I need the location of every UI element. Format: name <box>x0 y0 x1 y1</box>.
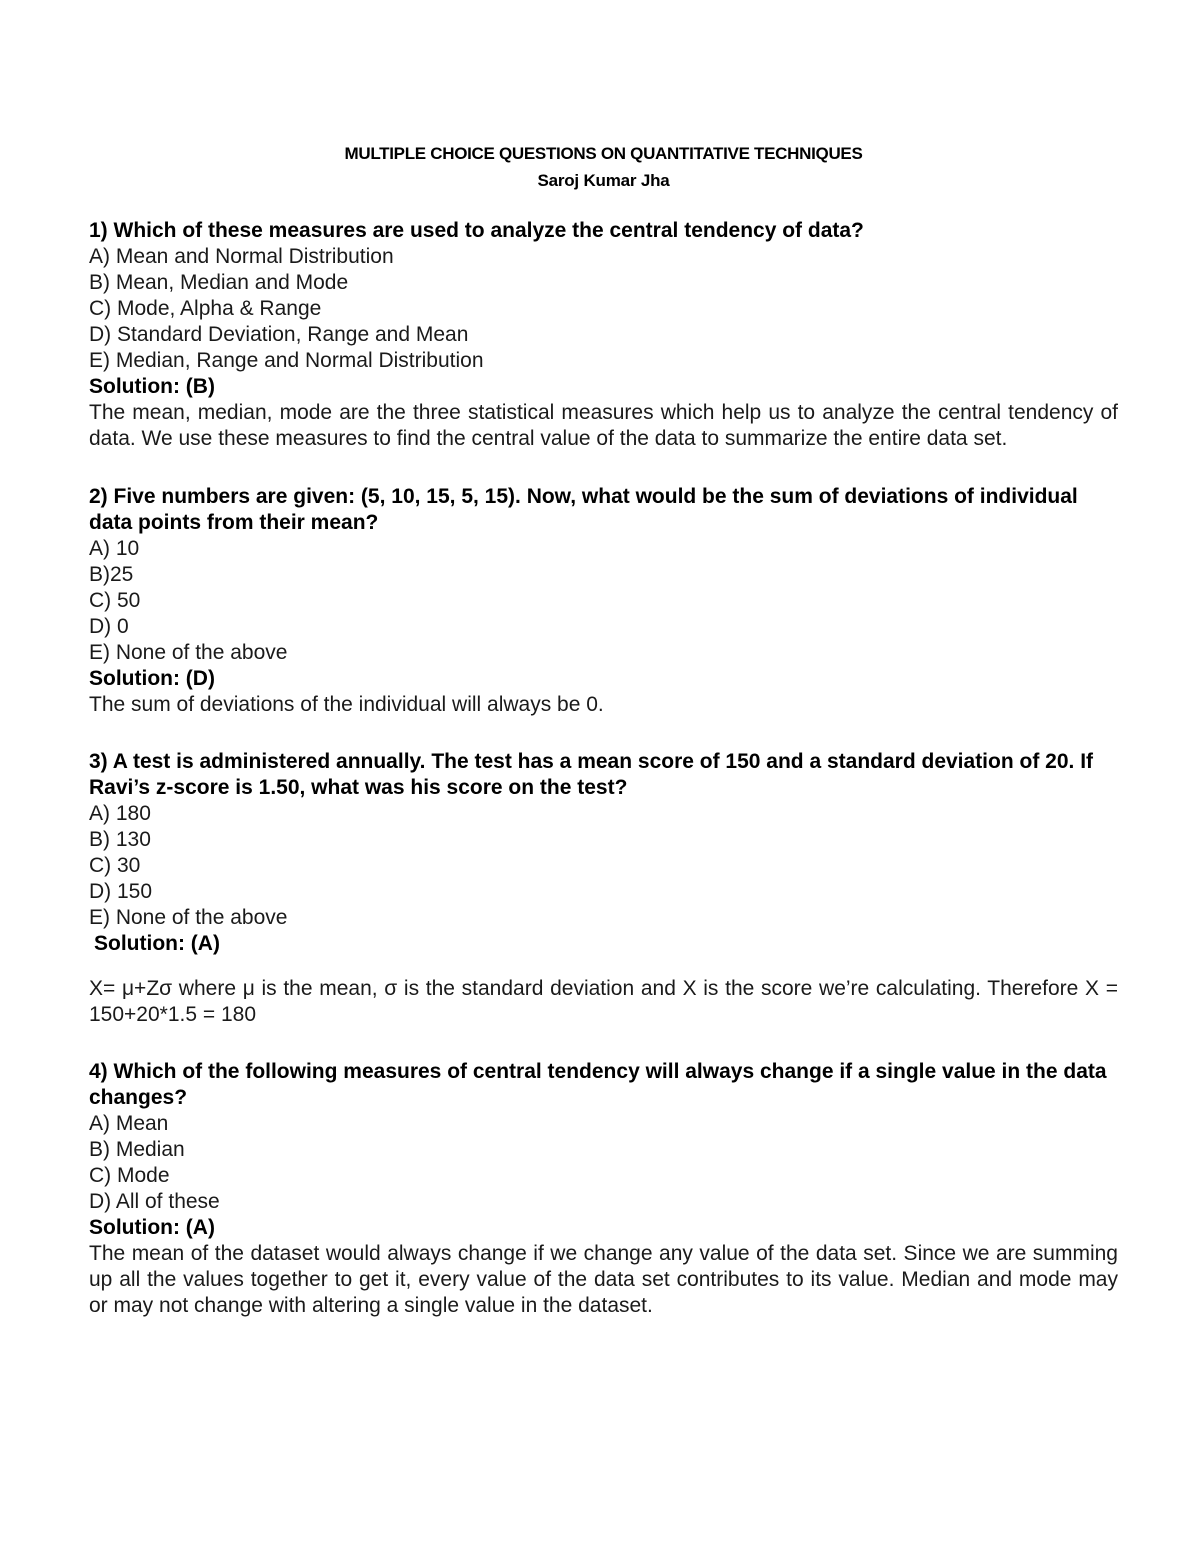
option-c: C) 50 <box>89 589 141 612</box>
option-e: E) Median, Range and Normal Distribution <box>89 349 484 372</box>
solution-explanation: X= μ+Zσ where μ is the mean, σ is the standard deviation and X is the score we’re calculating. Therefore X = 150+20*1.5 = 180 <box>89 977 1118 1026</box>
solution-explanation: The mean, median, mode are the three statistical measures which help us to analyze the central tendency of data. We use these measures to find the central value of the data to summarize the entire data set. <box>89 401 1118 450</box>
option-c: C) Mode <box>89 1164 170 1187</box>
option-d: D) 0 <box>89 615 129 638</box>
option-d: D) All of these <box>89 1190 220 1213</box>
option-b: B) Median <box>89 1138 185 1161</box>
option-c: C) Mode, Alpha & Range <box>89 297 322 320</box>
question-text: 3) A test is administered annually. The test has a mean score of 150 and a standard deviation of 20. If Ravi’s z-score is 1.50, what was his score on the test? <box>89 750 1094 799</box>
option-e: E) None of the above <box>89 641 288 664</box>
question-1 <box>89 218 1118 452</box>
option-b: B)25 <box>89 563 134 586</box>
solution-label: Solution: (A) <box>89 1216 215 1239</box>
question-4 <box>89 1059 1118 1319</box>
option-d: D) Standard Deviation, Range and Mean <box>89 323 469 346</box>
question-2 <box>89 484 1118 718</box>
question-text: 2) Five numbers are given: (5, 10, 15, 5, 15). Now, what would be the sum of deviations of individual data points from their mean? <box>89 485 1078 534</box>
option-a: A) Mean <box>89 1112 169 1135</box>
solution-label: Solution: (B) <box>89 375 215 398</box>
solution-label: Solution: (D) <box>89 667 215 690</box>
solution-label: Solution: (A) <box>94 932 220 955</box>
solution-explanation: The sum of deviations of the individual will always be 0. <box>89 693 604 716</box>
solution-explanation: The mean of the dataset would always change if we change any value of the data set. Since we are summing up all the values together to get it, every value of the data set contributes to its value. Median and mode may or may not change with altering a single value in the dataset. <box>89 1242 1118 1317</box>
question-text: 4) Which of the following measures of central tendency will always change if a single value in the data changes? <box>89 1060 1107 1109</box>
document-title: MULTIPLE CHOICE QUESTIONS ON QUANTITATIVE TECHNIQUES <box>344 144 863 163</box>
option-a: A) 180 <box>89 802 151 825</box>
question-text: 1) Which of these measures are used to analyze the central tendency of data? <box>89 219 864 242</box>
option-d: D) 150 <box>89 880 153 903</box>
option-a: A) Mean and Normal Distribution <box>89 245 394 268</box>
document-page <box>89 140 1118 1345</box>
option-b: B) 130 <box>89 828 151 851</box>
option-b: B) Mean, Median and Mode <box>89 271 349 294</box>
question-3 <box>89 749 1118 1028</box>
option-e: E) None of the above <box>89 906 288 929</box>
option-a: A) 10 <box>89 537 140 560</box>
document-author: Saroj Kumar Jha <box>537 171 670 190</box>
option-c: C) 30 <box>89 854 141 877</box>
